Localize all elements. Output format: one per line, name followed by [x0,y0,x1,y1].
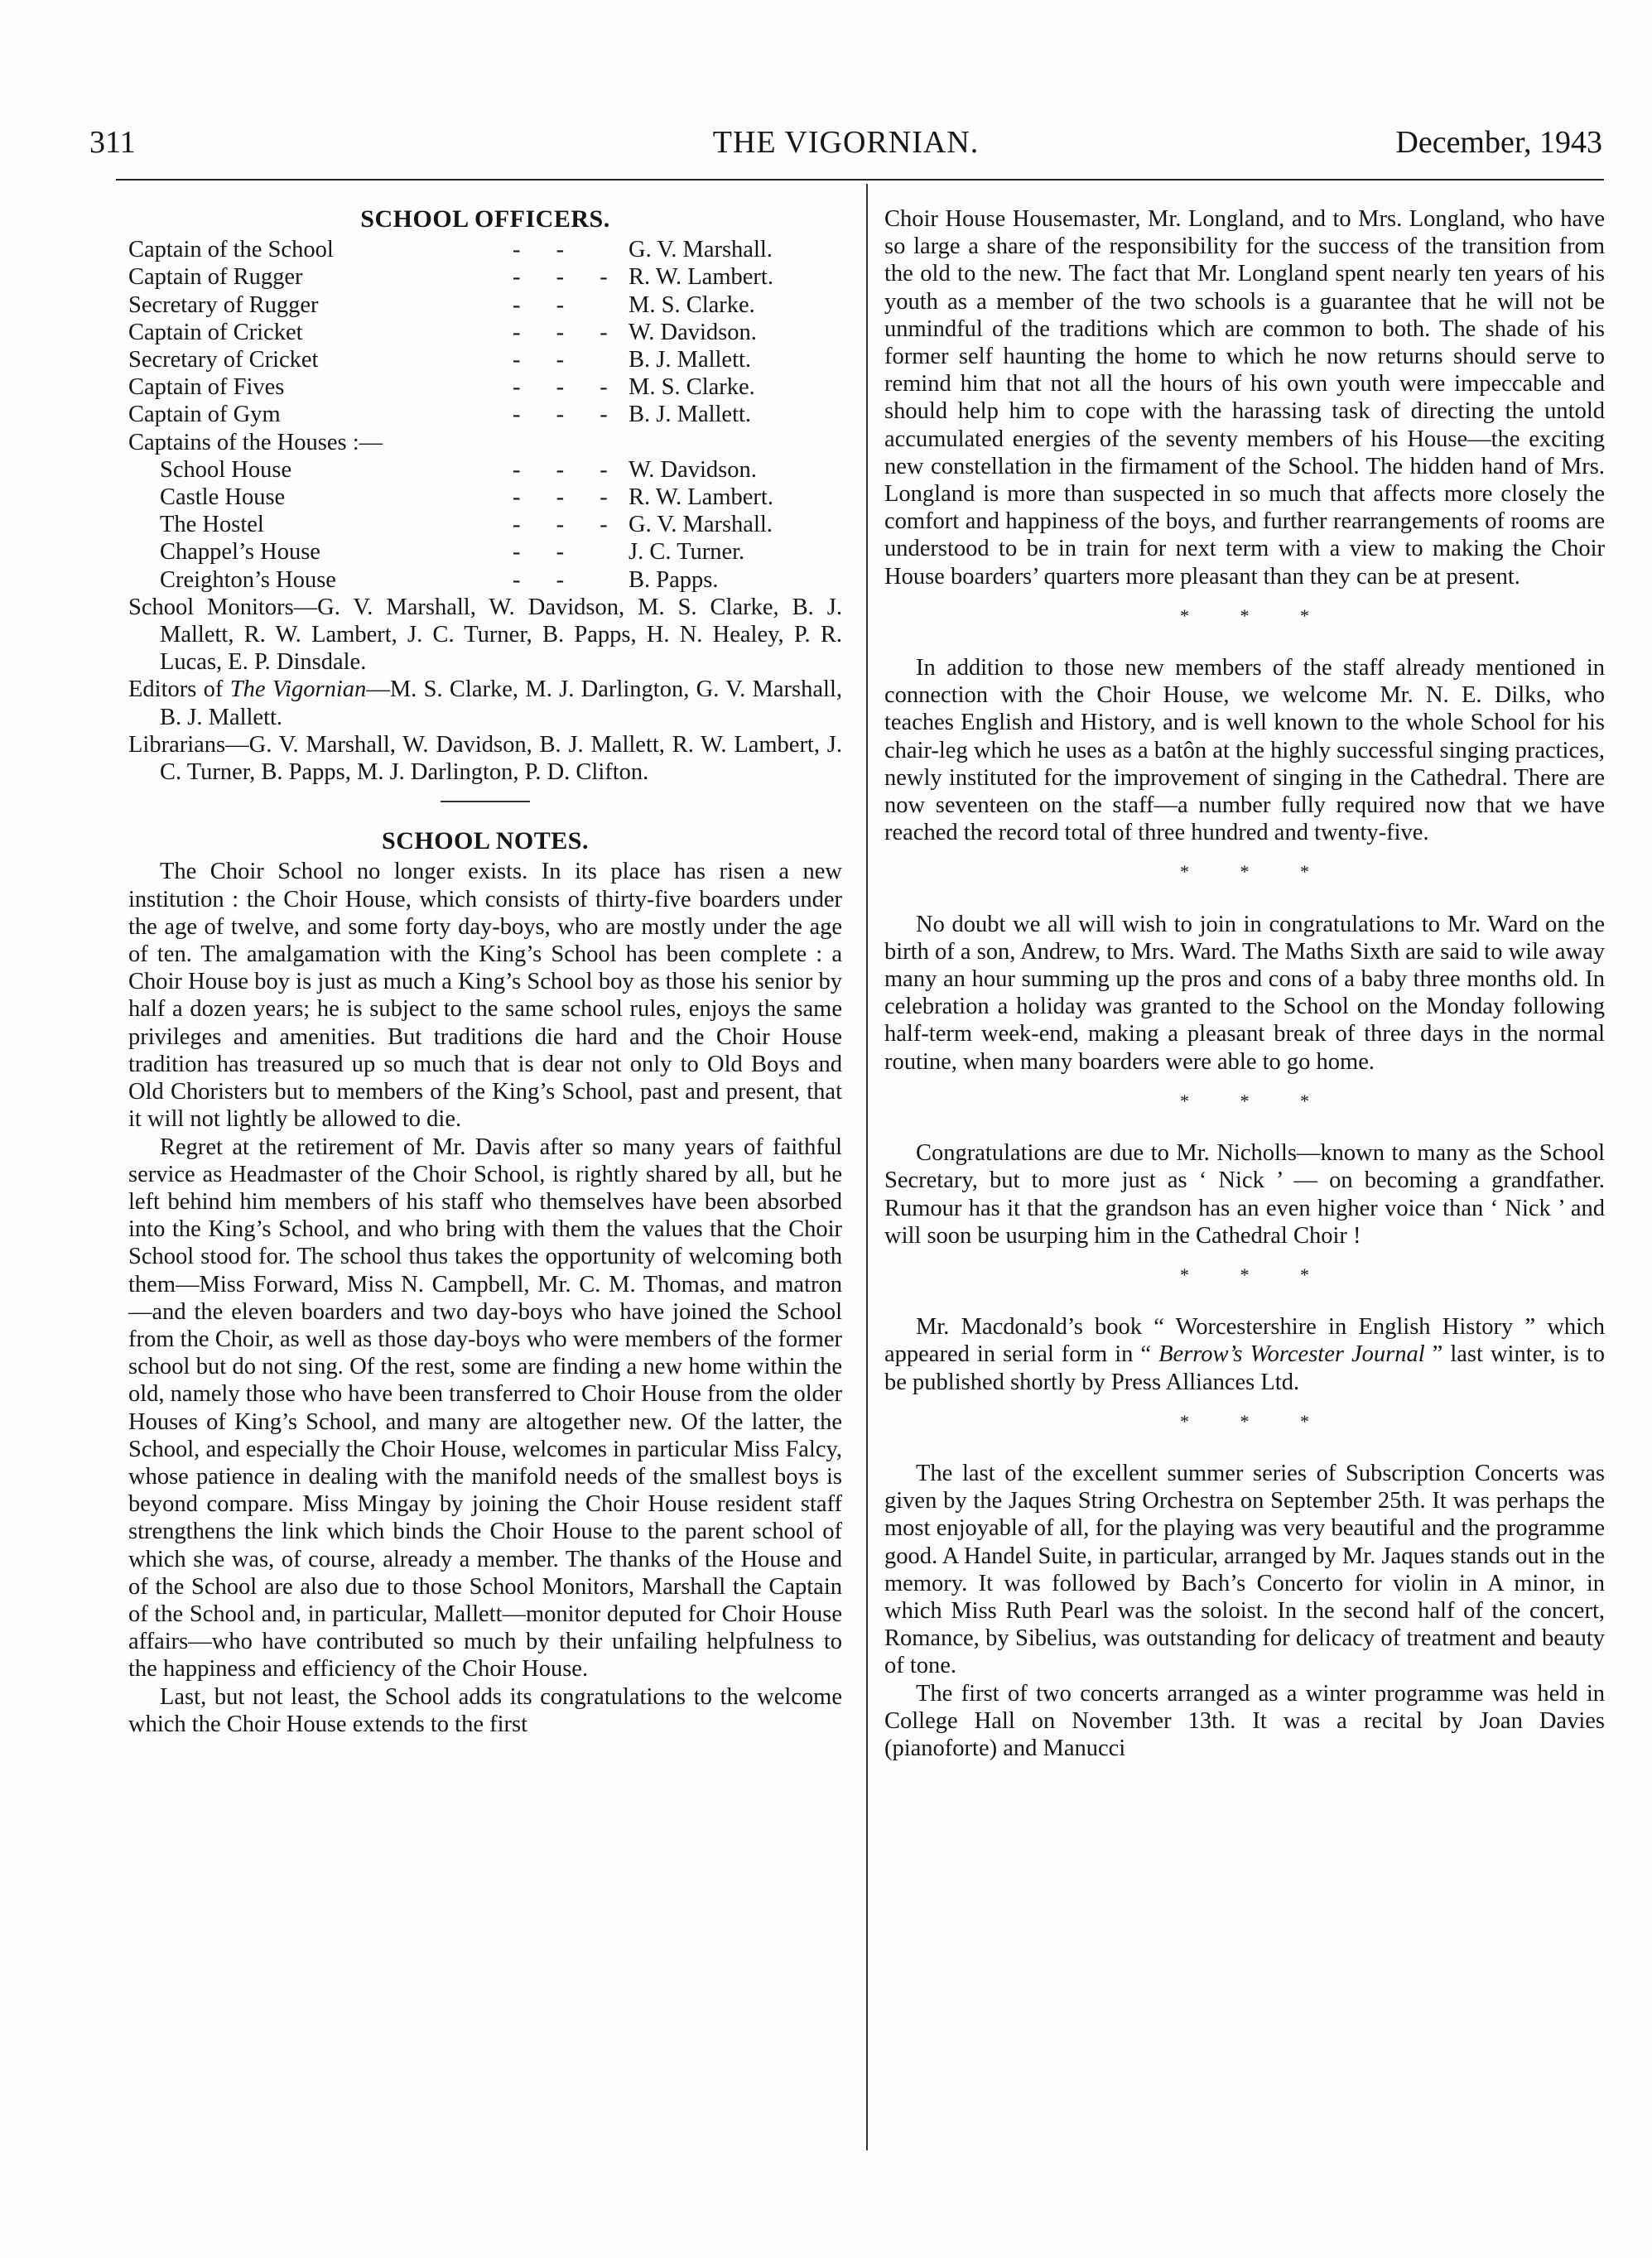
dash-leader: - - [513,539,580,566]
notes-paragraph: The Choir School no longer exists. In its place has risen a new institution : the Choir House, which consists of thirty-five boarders under the age of twelve, and some forty day-boys, who are mostly under the age of ten. The amalgamation with the King’s School has been complete : a Choir House boy is just as much a King’s School boy as those his senior by half a dozen years; he is subject to the same school rules, enjoys the same privileges and amenities. But traditions die hard and the Choir House tradition has treasured up so much that is dear not only to Old Boys and Old Choristers but to members of the King’s School, past and present, that it will not lightly be allowed to die. [128,859,842,1133]
notes-paragraph: The last of the excellent summer series of Subscription Concerts was given by the Jaques String Orchestra on September 25th. It was perhaps the most enjoyable of all, for the playing was very beautiful and the programme good. A Handel Suite, in particular, arranged by Mr. Jaques stands out in the memory. It was followed by Bach’s Concerto for violin in A minor, in which Miss Ruth Pearl was the soloist. In the second half of the concert, Romance, by Sibelius, was outstanding for delicacy of treatment and beauty of tone. [884,1460,1605,1679]
houses-label: Captains of the Houses :— [128,429,383,455]
house-row [128,538,842,566]
dash-leader: - - [513,237,580,263]
librarians: Librarians—G. V. Marshall, W. Davidson, B. J. Mallett, R. W. Lambert, J. C. Turner, B. Papps, M. J. Darlington, P. D. Clifton. [128,731,842,786]
notes-paragraph: The first of two concerts arranged as a winter programme was held in College Hall on November 13th. It was a recital by Joan Davies (pianoforte) and Manucci [884,1680,1605,1761]
house-name: Castle House [160,484,286,511]
officer-name: M. S. Clarke. [629,291,755,318]
officer-name: B. J. Mallett. [629,402,752,428]
house-row [128,566,842,594]
dash-leader: - - - [513,264,623,291]
header-rule [116,179,1604,181]
column-divider [866,184,868,2150]
publication-title: THE VIGORNIAN. [712,125,980,160]
officer-role: Captain of Rugger [128,264,303,291]
school-monitors: School Monitors—G. V. Marshall, W. Davidson, M. S. Clarke, B. J. Mallett, R. W. Lambert, J. C. Turner, B. Papps, H. N. Healey, P. R. Lucas, E. P. Dinsdale. [128,594,842,676]
house-row [128,456,842,484]
officer-name: W. Davidson. [629,319,757,345]
section-separator: * * * [1180,1090,1332,1111]
notes-paragraph: No doubt we all will wish to join in congratulations to Mr. Ward on the birth of a son, Andrew, to Mrs. Ward. The Maths Sixth are said to wile away many an hour summing up the pros and cons of a baby three months old. In celebration a holiday was granted to the School on the Monday following half-term week-end, making a pleasant break of three days in the normal routine, when many boarders were able to go home. [884,911,1605,1075]
dash-leader: - - [513,347,580,373]
editors-publication: The Vigornian [229,676,367,703]
page-header [89,124,1602,171]
dash-leader: - - - [513,456,623,483]
officer-role: Captain of Fives [128,374,285,401]
house-captain: R. W. Lambert. [629,484,773,511]
notes-paragraph: Last, but not least, the School adds its congratulations to the welcome which the Choir House extends to the first [128,1683,842,1737]
officer-row [128,263,842,291]
officer-row [128,319,842,346]
publication-name: Berrow’s Worcester Journal [1158,1341,1425,1368]
house-captain: J. C. Turner. [629,539,745,566]
dash-leader: - - [513,291,580,318]
officer-role: Captain of Gym [128,402,281,428]
section-separator: * * * [1180,604,1332,626]
left-column [128,205,842,1738]
house-row [128,511,842,538]
dash-leader: - - [513,566,580,593]
section-separator: * * * [1180,1264,1332,1285]
house-name: School House [160,456,292,483]
dash-leader: - - - [513,402,623,428]
section-divider [441,801,530,802]
officer-name: B. J. Mallett. [629,347,752,373]
notes-paragraph: In addition to those new members of the staff already mentioned in connection with the Choir House, we welcome Mr. N. E. Dilks, who teaches English and History, and is well known to the whole School for his chair-leg which he uses as a batôn at the highly successful singing practices, newly instituted for the improvement of singing in the Cathedral. There are now seventeen on the staff—a number fully required now that we have reached the record total of three hundred and twenty-five. [884,655,1605,846]
dash-leader: - - - [513,484,623,511]
officer-row [128,236,842,263]
dash-leader: - - - [513,374,623,401]
school-notes-heading: SCHOOL NOTES. [382,827,589,855]
house-captain: B. Papps. [629,566,719,593]
officer-role: Secretary of Rugger [128,291,319,318]
notes-paragraph: Congratulations are due to Mr. Nicholls—known to many as the School Secretary, but to more just as ‘ Nick ’ — on becoming a grandfather. Rumour has it that the grandson has an even higher voice than ‘ Nick ’ and will soon be usurping him in the Cathedral Choir ! [884,1140,1605,1249]
dash-leader: - - - [513,512,623,538]
houses-label-row [128,429,842,456]
right-column [884,205,1605,1762]
house-row [128,484,842,511]
house-name: Creighton’s House [160,566,336,593]
section-separator: * * * [1180,861,1332,883]
officer-name: M. S. Clarke. [629,374,755,401]
editors [128,676,842,730]
officer-role: Secretary of Cricket [128,347,319,373]
section-separator: * * * [1180,1410,1332,1432]
text-run: ” last winter, is to be published shortly by Press Alliances Ltd. [884,1341,1605,1395]
notes-paragraph [884,1313,1605,1396]
editors-names: —M. S. Clarke, M. J. Darlington, G. V. Marshall, B. J. Mallett. [160,676,842,730]
officer-name: G. V. Marshall. [629,237,773,263]
house-captain: W. Davidson. [629,456,757,483]
officer-name: R. W. Lambert. [629,264,773,291]
officer-role: Captain of the School [128,237,334,263]
school-officers-heading: SCHOOL OFFICERS. [360,205,610,233]
issue-date: December, 1943 [1395,125,1602,160]
notes-paragraph: Choir House Housemaster, Mr. Longland, and to Mrs. Longland, who have so large a share of the responsibility for the success of the transition from the old to the new. The fact that Mr. Longland spent nearly ten years of his youth as a member of the two schools is a guarantee that he will not be unmindful of the traditions which are common to both. The shade of his former self haunting the home to which he now returns should serve to remind him that not all the hours of his own youth were impeccable and should help him to cope with the harassing task of directing the untold accumulated energies of the seventy members of his House—the exciting new constellation in the firmament of the School. The hidden hand of Mrs. Longland is more than suspected in so much that affects more closely the comfort and happiness of the boys, and further rearrangements of rooms are understood to be in train for next term with a view to making the Choir House boarders’ quarters more pleasant than they can be at present. [884,206,1605,590]
page-number: 311 [89,125,136,160]
officer-row [128,401,842,428]
house-name: The Hostel [160,512,264,538]
house-name: Chappel’s House [160,539,320,566]
dash-leader: - - - [513,319,623,345]
officer-row [128,291,842,319]
editors-prefix: Editors of [128,676,230,703]
officers-table [128,236,842,594]
text-run: Mr. Macdonald’s book “ Worcestershire in English History ” which appeared in serial form in “ [884,1314,1605,1368]
house-captain: G. V. Marshall. [629,512,773,538]
officer-row [128,373,842,401]
notes-paragraph: Regret at the retirement of Mr. Davis after so many years of faithful service as Headmaster of the Choir School, is rightly shared by all, but he left behind him members of his staff who themselves have been absorbed into the King’s School, and who bring with them the values that the Choir School stood for. The school thus takes the opportunity of welcoming both them—Miss Forward, Miss N. Campbell, Mr. C. M. Thomas, and matron—and the eleven boarders and two day-boys who have joined the School from the Choir, as well as those day-boys who were members of the former school but do not sing. Of the rest, some are finding a new home within the old, namely those who have been transferred to Choir House from the older Houses of King’s School, and many are altogether new. Of the latter, the School, and especially the Choir House, welcomes in particular Miss Falcy, whose patience in dealing with the manifold needs of the smallest boys is beyond compare. Miss Mingay by joining the Choir House resident staff strengthens the link which binds the Choir House to the parent school of which she was, of course, already a member. The thanks of the House and of the School are also due to those School Monitors, Marshall the Captain of the School and, in particular, Mallett—monitor deputed for Choir House affairs—who have contributed so much by their unfailing helpfulness to the happiness and efficiency of the Choir House. [128,1134,842,1683]
officer-row [128,346,842,373]
officer-role: Captain of Cricket [128,319,303,345]
